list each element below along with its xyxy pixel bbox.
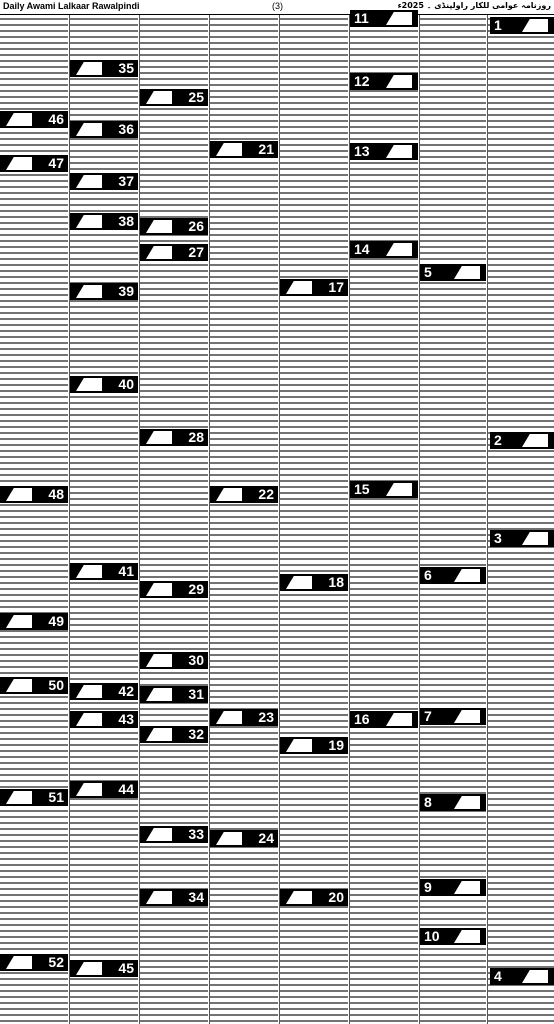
ad-number: 41 <box>118 563 134 579</box>
banner-label-tab <box>6 679 32 692</box>
ad-number-banner <box>140 429 208 446</box>
ad-number-banner <box>140 889 208 906</box>
banner-label-tab <box>146 91 172 104</box>
banner-label-tab <box>76 565 102 578</box>
ad-number-banner <box>70 376 138 393</box>
ad-number: 24 <box>258 830 274 846</box>
ad-number-banner <box>70 683 138 700</box>
banner-label-tab <box>522 532 548 545</box>
masthead-urdu-title: روزنامہ عوامی للکار راولپنڈی ۔ 2025ء <box>397 1 551 10</box>
ad-number-banner <box>140 89 208 106</box>
ad-number-banner <box>0 677 68 694</box>
ad-number-banner <box>420 567 486 584</box>
ad-number: 39 <box>118 283 134 299</box>
ad-number: 47 <box>48 155 64 171</box>
ad-number-banner <box>280 574 348 591</box>
banner-label-tab <box>454 266 480 279</box>
banner-label-tab <box>454 930 480 943</box>
ad-number-banner <box>210 830 278 847</box>
ad-number-banner <box>350 143 418 160</box>
banner-label-tab <box>76 783 102 796</box>
ad-number-banner <box>140 726 208 743</box>
ad-number: 17 <box>328 279 344 295</box>
ad-number: 42 <box>118 683 134 699</box>
banner-label-tab <box>6 488 32 501</box>
classified-column-4 <box>210 15 278 1024</box>
ad-number: 49 <box>48 613 64 629</box>
ad-number: 44 <box>118 781 134 797</box>
ad-number-banner <box>350 711 418 728</box>
ad-number: 25 <box>188 89 204 105</box>
ad-number: 40 <box>118 376 134 392</box>
classified-column-2 <box>70 15 138 1024</box>
ad-number-banner <box>140 218 208 235</box>
ad-number-banner <box>140 652 208 669</box>
ad-number: 16 <box>354 711 370 727</box>
ad-number: 4 <box>494 968 502 984</box>
ad-number-banner <box>280 279 348 296</box>
ad-number: 8 <box>424 794 432 810</box>
ad-number: 37 <box>118 173 134 189</box>
ad-number-banner <box>350 481 418 498</box>
ad-number: 14 <box>354 241 370 257</box>
ad-number-banner <box>420 879 486 896</box>
ad-number: 34 <box>188 889 204 905</box>
ad-number-banner <box>350 73 418 90</box>
ad-number-banner <box>70 781 138 798</box>
banner-label-tab <box>386 12 412 25</box>
banner-label-tab <box>146 688 172 701</box>
ad-number: 29 <box>188 581 204 597</box>
ad-number: 20 <box>328 889 344 905</box>
ad-number: 13 <box>354 143 370 159</box>
ad-number: 19 <box>328 737 344 753</box>
banner-label-tab <box>146 728 172 741</box>
banner-label-tab <box>522 19 548 32</box>
ad-number-banner <box>0 111 68 128</box>
banner-label-tab <box>146 828 172 841</box>
column-rule <box>349 15 350 1024</box>
ad-number: 2 <box>494 432 502 448</box>
ad-number-banner <box>140 244 208 261</box>
banner-label-tab <box>6 157 32 170</box>
ad-number: 43 <box>118 711 134 727</box>
ad-number: 23 <box>258 709 274 725</box>
ad-number-banner <box>210 709 278 726</box>
ad-number-banner <box>490 432 554 449</box>
ad-number: 6 <box>424 567 432 583</box>
ad-number-banner <box>70 960 138 977</box>
banner-label-tab <box>286 281 312 294</box>
ad-number: 21 <box>258 141 274 157</box>
banner-label-tab <box>76 62 102 75</box>
banner-label-tab <box>76 378 102 391</box>
ad-number: 38 <box>118 213 134 229</box>
banner-label-tab <box>146 431 172 444</box>
ad-number-banner <box>350 241 418 258</box>
ad-number: 52 <box>48 954 64 970</box>
column-rule <box>419 15 420 1024</box>
masthead <box>0 0 554 15</box>
ad-number-banner <box>0 613 68 630</box>
column-rule <box>209 15 210 1024</box>
banner-label-tab <box>146 220 172 233</box>
ad-number: 12 <box>354 73 370 89</box>
banner-label-tab <box>454 796 480 809</box>
column-rule <box>139 15 140 1024</box>
ad-number: 18 <box>328 574 344 590</box>
ad-number-banner <box>70 711 138 728</box>
banner-label-tab <box>216 143 242 156</box>
ad-number-banner <box>70 213 138 230</box>
ad-number-banner <box>70 173 138 190</box>
ad-number-banner <box>0 789 68 806</box>
banner-label-tab <box>76 962 102 975</box>
ad-number: 31 <box>188 686 204 702</box>
ad-number-banner <box>70 563 138 580</box>
ad-number-banner <box>350 10 418 27</box>
ad-number-banner <box>0 486 68 503</box>
banner-label-tab <box>6 615 32 628</box>
banner-label-tab <box>76 123 102 136</box>
ad-number: 9 <box>424 879 432 895</box>
column-rule <box>279 15 280 1024</box>
ad-number: 35 <box>118 60 134 76</box>
banner-label-tab <box>76 285 102 298</box>
banner-label-tab <box>146 583 172 596</box>
ad-number: 30 <box>188 652 204 668</box>
ad-number-banner <box>210 486 278 503</box>
ad-number: 10 <box>424 928 440 944</box>
ad-number: 28 <box>188 429 204 445</box>
ad-number: 48 <box>48 486 64 502</box>
ad-number: 22 <box>258 486 274 502</box>
ad-number: 33 <box>188 826 204 842</box>
classified-column-3 <box>140 15 208 1024</box>
ad-number-banner <box>420 264 486 281</box>
banner-label-tab <box>386 483 412 496</box>
ad-number: 7 <box>424 708 432 724</box>
banner-label-tab <box>286 891 312 904</box>
classified-column-8 <box>488 15 554 1024</box>
ad-number-banner <box>280 889 348 906</box>
ad-number: 15 <box>354 481 370 497</box>
banner-label-tab <box>522 970 548 983</box>
banner-label-tab <box>216 488 242 501</box>
classified-column-5 <box>280 15 348 1024</box>
page-number: (3) <box>272 1 283 11</box>
ad-number-banner <box>420 708 486 725</box>
ad-number: 3 <box>494 530 502 546</box>
ad-number: 36 <box>118 121 134 137</box>
banner-label-tab <box>76 685 102 698</box>
banner-label-tab <box>286 739 312 752</box>
classified-column-7 <box>420 15 486 1024</box>
banner-label-tab <box>522 434 548 447</box>
banner-label-tab <box>386 75 412 88</box>
ad-number: 5 <box>424 264 432 280</box>
masthead-english-title: Daily Awami Lalkaar Rawalpindi <box>3 1 140 11</box>
ad-number-banner <box>140 581 208 598</box>
ad-number-banner <box>420 794 486 811</box>
ad-number-banner <box>210 141 278 158</box>
ad-number: 27 <box>188 244 204 260</box>
ad-number: 11 <box>354 10 369 26</box>
banner-label-tab <box>454 569 480 582</box>
ad-number-banner <box>0 155 68 172</box>
ad-number-banner <box>420 928 486 945</box>
ad-number-banner <box>490 530 554 547</box>
ad-number-banner <box>140 826 208 843</box>
ad-number-banner <box>70 121 138 138</box>
ad-number-banner <box>70 60 138 77</box>
banner-label-tab <box>76 713 102 726</box>
ad-number: 1 <box>494 17 502 33</box>
column-rule <box>487 15 488 1024</box>
banner-label-tab <box>286 576 312 589</box>
banner-label-tab <box>6 956 32 969</box>
ad-number: 32 <box>188 726 204 742</box>
ad-number: 46 <box>48 111 64 127</box>
banner-label-tab <box>216 711 242 724</box>
banner-label-tab <box>6 113 32 126</box>
ad-number-banner <box>490 968 554 985</box>
banner-label-tab <box>386 713 412 726</box>
banner-label-tab <box>386 145 412 158</box>
banner-label-tab <box>76 175 102 188</box>
banner-label-tab <box>146 654 172 667</box>
banner-label-tab <box>454 881 480 894</box>
banner-label-tab <box>216 832 242 845</box>
banner-label-tab <box>6 791 32 804</box>
banner-label-tab <box>146 246 172 259</box>
ad-number-banner <box>0 954 68 971</box>
banner-label-tab <box>386 243 412 256</box>
ad-number: 45 <box>118 960 134 976</box>
ad-number: 50 <box>48 677 64 693</box>
ad-number-banner <box>280 737 348 754</box>
ad-number-banner <box>140 686 208 703</box>
ad-number-banner <box>490 17 554 34</box>
ad-number: 26 <box>188 218 204 234</box>
ad-number: 51 <box>48 789 64 805</box>
banner-label-tab <box>146 891 172 904</box>
column-rule <box>69 15 70 1024</box>
ad-number-banner <box>70 283 138 300</box>
classified-column-6 <box>350 15 418 1024</box>
banner-label-tab <box>454 710 480 723</box>
banner-label-tab <box>76 215 102 228</box>
